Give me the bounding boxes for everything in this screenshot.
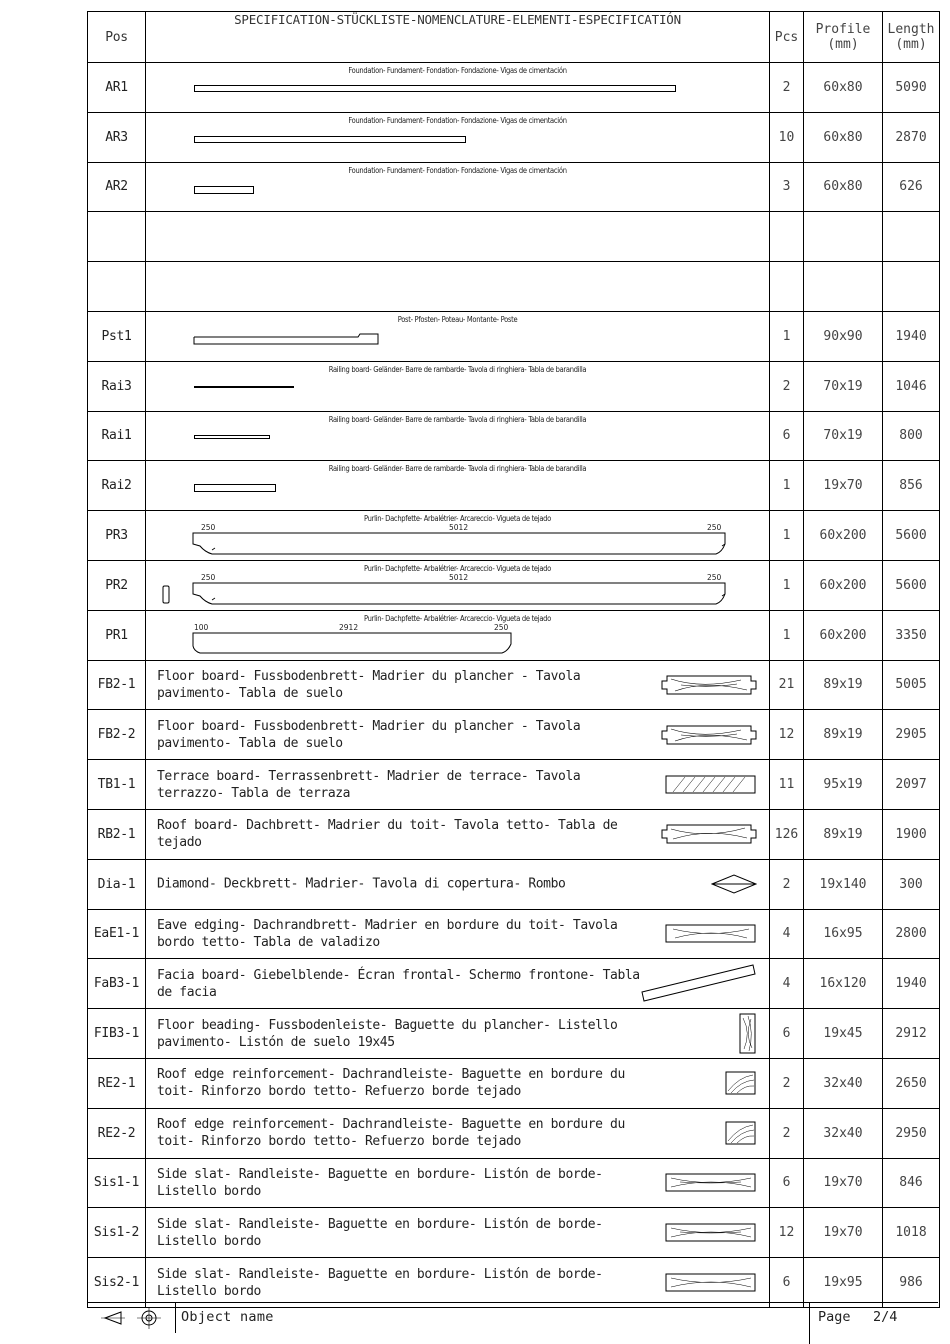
table-row — [88, 909, 940, 959]
desc-cell — [146, 710, 770, 760]
profile-cell: 19x140 — [804, 859, 883, 909]
profile-header-label: Profile — [815, 22, 871, 37]
item-description: Side slat- Randleiste- Baguette en bordure- Listón de borde- Listello bordo — [157, 1216, 603, 1249]
desc-cell — [146, 909, 770, 959]
profile-cell: 60x80 — [804, 63, 883, 113]
pcs-cell: 1 — [770, 610, 804, 660]
purlin-caption: Purlin- Dachpfette- Arbalétrier- Arcareccio- Vigueta de tejado — [363, 563, 551, 573]
pcs-header: Pcs — [770, 12, 804, 63]
profile-cell: 19x70 — [804, 1158, 883, 1208]
pcs-cell: 1 — [770, 461, 804, 511]
facia-board-icon — [641, 964, 757, 1004]
length-cell: 1900 — [883, 809, 940, 859]
item-description: Facia board- Giebelblende- Écran frontal- Schermo frontone- Tabla de facia — [157, 967, 640, 1000]
table-row — [88, 1058, 940, 1108]
pos-cell — [88, 212, 146, 262]
item-description: Floor board- Fussbodenbrett- Madrier du plancher - Tavola pavimento- Tabla de suelo — [157, 668, 581, 701]
desc-cell — [146, 560, 770, 610]
desc-cell — [146, 212, 770, 262]
table-row-empty — [88, 262, 940, 312]
object-name-label: Object name — [181, 1309, 274, 1325]
length-cell: 846 — [883, 1158, 940, 1208]
pos-cell: Dia-1 — [88, 859, 146, 909]
page-label: Page — [818, 1309, 851, 1325]
length-cell: 5090 — [883, 63, 940, 113]
length-cell: 5600 — [883, 560, 940, 610]
pcs-cell: 4 — [770, 959, 804, 1009]
pos-cell — [88, 262, 146, 312]
pcs-cell: 12 — [770, 710, 804, 760]
profile-cell: 19x70 — [804, 461, 883, 511]
pcs-cell: 10 — [770, 112, 804, 162]
table-row — [88, 610, 940, 660]
railing-board-drawing — [194, 484, 276, 492]
desc-cell — [146, 959, 770, 1009]
desc-cell — [146, 660, 770, 710]
length-cell: 5005 — [883, 660, 940, 710]
length-cell: 856 — [883, 461, 940, 511]
length-cell: 2650 — [883, 1058, 940, 1108]
purlin-caption: Purlin- Dachpfette- Arbalétrier- Arcareccio- Vigueta de tejado — [363, 514, 551, 524]
post-caption: Post- Pfosten- Poteau- Montante- Poste — [397, 314, 518, 324]
pcs-cell: 1 — [770, 560, 804, 610]
foundation-caption: Foundation- Fundament- Fondation- Fondazione- Vigas de cimentación — [348, 115, 567, 125]
length-cell: 986 — [883, 1258, 940, 1308]
table-row — [88, 461, 940, 511]
pcs-cell: 2 — [770, 361, 804, 411]
item-description: Diamond- Deckbrett- Madrier- Tavola di copertura- Rombo — [157, 876, 566, 892]
pcs-cell: 6 — [770, 1009, 804, 1059]
desc-cell — [146, 1258, 770, 1308]
length-cell: 626 — [883, 162, 940, 212]
profile-cell: 70x19 — [804, 411, 883, 461]
length-cell: 2912 — [883, 1009, 940, 1059]
page-box — [809, 1303, 939, 1344]
length-cell: 800 — [883, 411, 940, 461]
board-section-icon — [661, 724, 757, 746]
length-cell: 1940 — [883, 959, 940, 1009]
profile-cell: 32x40 — [804, 1058, 883, 1108]
length-cell: 2870 — [883, 112, 940, 162]
pos-cell: PR2 — [88, 560, 146, 610]
pcs-cell: 21 — [770, 660, 804, 710]
desc-cell — [146, 809, 770, 859]
desc-cell — [146, 1009, 770, 1059]
profile-cell: 60x200 — [804, 610, 883, 660]
desc-cell — [146, 859, 770, 909]
pos-cell: Rai2 — [88, 461, 146, 511]
purlin-dim-middle: 5012 — [449, 572, 469, 582]
pos-cell: RE2-2 — [88, 1108, 146, 1158]
length-cell — [883, 262, 940, 312]
table-header-row — [88, 12, 940, 63]
pcs-cell: 126 — [770, 809, 804, 859]
pcs-cell: 12 — [770, 1208, 804, 1258]
profile-cell: 19x45 — [804, 1009, 883, 1059]
railing-board-drawing — [194, 386, 294, 388]
profile-cell: 95x19 — [804, 760, 883, 810]
desc-cell — [146, 112, 770, 162]
length-cell: 1018 — [883, 1208, 940, 1258]
pos-cell: Rai3 — [88, 361, 146, 411]
pos-cell: RB2-1 — [88, 809, 146, 859]
pos-cell: FB2-2 — [88, 710, 146, 760]
purlin-dim-left: 250 — [201, 572, 216, 582]
item-description: Roof edge reinforcement- Dachrandleiste- Baguette en bordure du toit- Rinforzo bordo tetto- Refuerzo borde tejado — [157, 1067, 625, 1100]
desc-cell — [146, 1208, 770, 1258]
profile-cell: 60x80 — [804, 162, 883, 212]
table-row — [88, 1258, 940, 1308]
pos-cell: EaE1-1 — [88, 909, 146, 959]
purlin-drawing — [192, 532, 732, 556]
pos-cell: PR3 — [88, 511, 146, 561]
pos-cell: AR1 — [88, 63, 146, 113]
pos-cell: RE2-1 — [88, 1058, 146, 1108]
pcs-cell: 1 — [770, 511, 804, 561]
desc-cell — [146, 1108, 770, 1158]
table-row — [88, 411, 940, 461]
profile-cell: 19x70 — [804, 1208, 883, 1258]
railing-caption: Railing board- Geländer- Barre de rambarde- Tavola di ringhiera- Tabla de barandilla — [328, 464, 587, 474]
item-description: Terrace board- Terrassenbrett- Madrier de terrace- Tavola terrazzo- Tabla de terraza — [157, 768, 581, 801]
length-cell: 2097 — [883, 760, 940, 810]
purlin-dim-left: 100 — [194, 622, 209, 632]
length-header-unit: (mm) — [895, 37, 927, 52]
title-block — [87, 1302, 938, 1343]
profile-cell: 89x19 — [804, 710, 883, 760]
purlin-dim-right: 250 — [494, 622, 509, 632]
purlin-drawing — [192, 582, 732, 606]
pcs-cell: 11 — [770, 760, 804, 810]
table-row — [88, 809, 940, 859]
length-header-label: Length — [887, 22, 935, 37]
pcs-cell: 3 — [770, 162, 804, 212]
length-cell: 3350 — [883, 610, 940, 660]
pos-cell: Sis1-1 — [88, 1158, 146, 1208]
projection-symbol-icon — [87, 1303, 173, 1333]
desc-cell — [146, 1158, 770, 1208]
pos-cell: Rai1 — [88, 411, 146, 461]
table-row — [88, 511, 940, 561]
profile-header — [804, 12, 883, 63]
length-cell: 1940 — [883, 311, 940, 361]
profile-cell — [804, 262, 883, 312]
profile-cell: 89x19 — [804, 660, 883, 710]
desc-cell — [146, 162, 770, 212]
profile-cell: 70x19 — [804, 361, 883, 411]
purlin-dim-middle: 2912 — [339, 622, 359, 632]
desc-cell — [146, 461, 770, 511]
board-section-icon — [665, 775, 757, 795]
pcs-cell — [770, 262, 804, 312]
board-section-icon — [665, 924, 757, 944]
post-drawing — [193, 332, 433, 352]
foundation-beam-drawing — [194, 85, 676, 92]
desc-cell — [146, 411, 770, 461]
board-section-icon — [665, 1223, 757, 1243]
purlin-dim-right: 250 — [707, 572, 722, 582]
pcs-cell: 1 — [770, 311, 804, 361]
length-cell — [883, 212, 940, 262]
pcs-cell: 2 — [770, 1058, 804, 1108]
table-row-empty — [88, 212, 940, 262]
railing-board-drawing — [194, 435, 270, 439]
desc-cell — [146, 63, 770, 113]
item-description: Side slat- Randleiste- Baguette en bordure- Listón de borde- Listello bordo — [157, 1166, 603, 1199]
diamond-icon — [711, 874, 757, 894]
table-row — [88, 1009, 940, 1059]
pos-cell: FB2-1 — [88, 660, 146, 710]
pos-cell: AR3 — [88, 112, 146, 162]
reinforcement-section-icon — [725, 1071, 757, 1095]
foundation-caption: Foundation- Fundament- Fondation- Fondazione- Vigas de cimentación — [348, 165, 567, 175]
pos-cell: PR1 — [88, 610, 146, 660]
length-header — [883, 12, 940, 63]
item-description: Floor beading- Fussbodenleiste- Baguette du plancher- Listello pavimento- Listón de suelo 19x45 — [157, 1017, 618, 1050]
purlin-dim-left: 250 — [201, 523, 216, 533]
table-row — [88, 560, 940, 610]
pos-header: Pos — [88, 12, 146, 63]
desc-cell — [146, 610, 770, 660]
pcs-cell: 6 — [770, 1158, 804, 1208]
desc-cell — [146, 511, 770, 561]
table-row — [88, 660, 940, 710]
board-section-icon — [665, 1273, 757, 1293]
purlin-dim-middle: 5012 — [449, 523, 469, 533]
pcs-cell: 6 — [770, 411, 804, 461]
table-row — [88, 162, 940, 212]
beading-section-icon — [739, 1013, 757, 1055]
profile-cell: 60x200 — [804, 560, 883, 610]
table-row — [88, 710, 940, 760]
profile-cell: 89x19 — [804, 809, 883, 859]
reinforcement-section-icon — [725, 1121, 757, 1145]
profile-cell: 32x40 — [804, 1108, 883, 1158]
specification-table — [87, 11, 940, 1308]
pos-cell: AR2 — [88, 162, 146, 212]
desc-cell — [146, 262, 770, 312]
table-row — [88, 63, 940, 113]
page-number: 2/4 — [873, 1309, 898, 1325]
desc-cell — [146, 760, 770, 810]
purlin-dim-right: 250 — [707, 523, 722, 533]
profile-cell: 90x90 — [804, 311, 883, 361]
item-description: Roof edge reinforcement- Dachrandleiste- Baguette en bordure du toit- Rinforzo bordo tetto- Refuerzo borde tejado — [157, 1117, 625, 1150]
pos-cell: TB1-1 — [88, 760, 146, 810]
board-section-icon — [661, 674, 757, 696]
item-description: Eave edging- Dachrandbrett- Madrier en bordure du toit- Tavola bordo tetto- Tabla de valadizo — [157, 917, 618, 950]
projection-symbol — [87, 1303, 176, 1333]
table-row — [88, 959, 940, 1009]
table-row — [88, 311, 940, 361]
profile-cell: 60x200 — [804, 511, 883, 561]
table-row — [88, 112, 940, 162]
purlin-section-drawing — [162, 585, 172, 605]
profile-header-unit: (mm) — [827, 37, 859, 52]
profile-cell: 19x95 — [804, 1258, 883, 1308]
desc-cell — [146, 311, 770, 361]
railing-caption: Railing board- Geländer- Barre de rambarde- Tavola di ringhiera- Tabla de barandilla — [328, 364, 587, 374]
pcs-cell: 2 — [770, 63, 804, 113]
table-row — [88, 859, 940, 909]
length-cell: 1046 — [883, 361, 940, 411]
length-cell: 5600 — [883, 511, 940, 561]
pos-cell: Pst1 — [88, 311, 146, 361]
foundation-beam-drawing — [194, 136, 466, 143]
table-row — [88, 760, 940, 810]
pos-cell: Sis2-1 — [88, 1258, 146, 1308]
length-cell: 2905 — [883, 710, 940, 760]
table-row — [88, 361, 940, 411]
item-description: Floor board- Fussbodenbrett- Madrier du plancher - Tavola pavimento- Tabla de suelo — [157, 718, 581, 751]
pcs-cell: 6 — [770, 1258, 804, 1308]
pcs-cell: 2 — [770, 1108, 804, 1158]
profile-cell — [804, 212, 883, 262]
pos-cell: Sis1-2 — [88, 1208, 146, 1258]
item-description: Roof board- Dachbrett- Madrier du toit- Tavola tetto- Tabla de tejado — [157, 818, 618, 851]
foundation-caption: Foundation- Fundament- Fondation- Fondazione- Vigas de cimentación — [348, 66, 567, 75]
specification-title: SPECIFICATION-STÜCKLISTE-NOMENCLATURE-ELEMENTI-ESPECIFICATIÓN — [146, 12, 770, 63]
purlin-drawing — [192, 632, 522, 656]
pcs-cell — [770, 212, 804, 262]
board-section-icon — [665, 1173, 757, 1193]
item-description: Side slat- Randleiste- Baguette en bordure- Listón de borde- Listello bordo — [157, 1266, 603, 1299]
length-cell: 2800 — [883, 909, 940, 959]
desc-cell — [146, 361, 770, 411]
desc-cell — [146, 1058, 770, 1108]
pos-cell: FIB3-1 — [88, 1009, 146, 1059]
length-cell: 300 — [883, 859, 940, 909]
length-cell: 2950 — [883, 1108, 940, 1158]
profile-cell: 16x95 — [804, 909, 883, 959]
table-row — [88, 1108, 940, 1158]
foundation-beam-drawing — [194, 186, 254, 194]
pcs-cell: 2 — [770, 859, 804, 909]
table-row — [88, 1208, 940, 1258]
purlin-caption: Purlin- Dachpfette- Arbalétrier- Arcareccio- Vigueta de tejado — [363, 613, 551, 623]
pos-cell: FaB3-1 — [88, 959, 146, 1009]
board-section-icon — [661, 823, 757, 845]
profile-cell: 60x80 — [804, 112, 883, 162]
table-row — [88, 1158, 940, 1208]
railing-caption: Railing board- Geländer- Barre de rambarde- Tavola di ringhiera- Tabla de barandilla — [328, 414, 587, 424]
profile-cell: 16x120 — [804, 959, 883, 1009]
pcs-cell: 4 — [770, 909, 804, 959]
